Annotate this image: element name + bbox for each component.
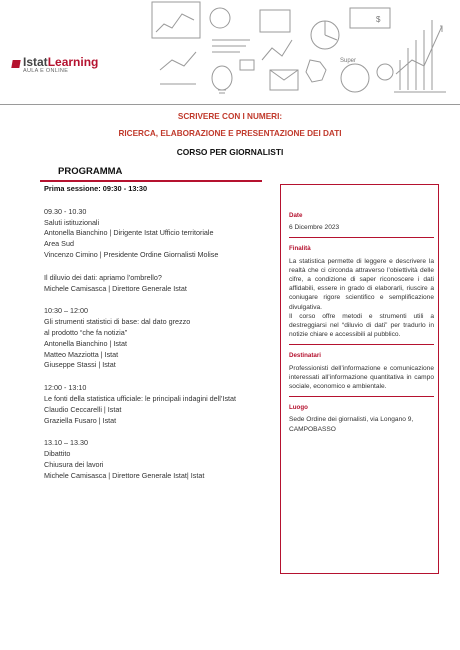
section-divider bbox=[289, 344, 434, 345]
logo-part-learning: Learning bbox=[47, 55, 99, 69]
date-label: Date bbox=[289, 212, 303, 219]
header-art-symbol: $ bbox=[376, 15, 381, 24]
agenda-topic: Il diluvio dei dati: apriamo l’ombrello? bbox=[44, 272, 162, 282]
agenda-topic-cont: al prodotto “che fa notizia” bbox=[44, 327, 128, 337]
agenda-block bbox=[44, 207, 284, 261]
agenda-topic: Gli strumenti statistici di base: dal dato grezzo bbox=[44, 317, 191, 327]
title-line-2: RICERCA, ELABORAZIONE E PRESENTAZIONE DEI DATI bbox=[118, 129, 342, 138]
destinatari-label: Destinatari bbox=[289, 352, 321, 360]
title-block bbox=[0, 111, 460, 158]
finalita-text-2: Il corso offre metodi e strumenti utili a destreggiarsi nel “diluvio di dati” per tradurlo in notizie chiare e accessibili al pubblico. bbox=[289, 312, 434, 339]
logo-tagline: AULA E ONLINE bbox=[23, 68, 69, 74]
session-heading: Prima sessione: 09:30 - 13:30 bbox=[44, 184, 148, 193]
agenda-speaker: Giuseppe Stassi | Istat bbox=[44, 360, 116, 370]
info-panel-content bbox=[289, 211, 434, 434]
programma-content bbox=[44, 184, 284, 482]
logo-mark-icon bbox=[11, 60, 20, 68]
agenda-speaker: Vincenzo Cimino | Presidente Ordine Giornalisti Molise bbox=[44, 249, 219, 259]
destinatari-text: Professionisti dell’informazione e comunicazione interessati all’informazione quantitativa in campo sociale, economico e ambientale. bbox=[289, 364, 434, 391]
section-divider bbox=[289, 396, 434, 397]
agenda-speaker: Antonella Bianchino | Dirigente Istat Ufficio territoriale bbox=[44, 228, 214, 238]
section-divider bbox=[289, 237, 434, 238]
course-subtitle: CORSO PER GIORNALISTI bbox=[176, 147, 284, 157]
luogo-city: CAMPOBASSO bbox=[289, 425, 336, 433]
header-divider bbox=[0, 104, 460, 105]
logo-part-istat: Istat bbox=[23, 55, 48, 69]
agenda-time: 10:30 – 12:00 bbox=[44, 306, 88, 316]
agenda-speaker: Claudio Ceccarelli | Istat bbox=[44, 404, 122, 414]
agenda-time: 12:00 - 13:10 bbox=[44, 383, 87, 393]
agenda-time: 09.30 - 10.30 bbox=[44, 206, 87, 216]
istat-learning-logo[interactable] bbox=[12, 55, 98, 74]
agenda-speaker: Graziella Fusaro | Istat bbox=[44, 415, 117, 425]
date-value: 6 Dicembre 2023 bbox=[289, 224, 340, 232]
title-line-1: SCRIVERE CON I NUMERI: bbox=[177, 112, 283, 121]
finalita-text: La statistica permette di leggere e descrivere la realtà che ci circonda attraverso l’obiettività delle cifre, a condizione di saper riconoscere i dati affidabili, essere in grado di elaborarli, riuscire a coniugare rigore scientifico e semplificazione divulgativa. bbox=[289, 257, 434, 311]
header-art-word: Super bbox=[340, 58, 357, 64]
agenda-block bbox=[44, 438, 284, 481]
programma-heading-block bbox=[40, 165, 262, 182]
luogo-text: Sede Ordine dei giornalisti, via Longano 9, bbox=[289, 416, 414, 424]
info-panel bbox=[280, 184, 439, 574]
agenda-speaker-cont: Area Sud bbox=[44, 239, 74, 249]
agenda-speaker: Antonella Bianchino | Istat bbox=[44, 338, 127, 348]
agenda-block bbox=[44, 306, 284, 371]
programma-underline bbox=[40, 180, 262, 182]
agenda-topic: Dibattito bbox=[44, 449, 71, 459]
luogo-label: Luogo bbox=[289, 404, 308, 412]
agenda-topic: Saluti istituzionali bbox=[44, 217, 100, 227]
agenda-block bbox=[44, 383, 284, 426]
agenda-speaker: Matteo Mazziotta | Istat bbox=[44, 349, 119, 359]
agenda-speaker: Michele Camisasca | Direttore Generale Istat| Istat bbox=[44, 470, 205, 480]
header-sketch-illustration bbox=[150, 0, 450, 105]
agenda-block bbox=[44, 273, 284, 295]
agenda-topic: Le fonti della statistica ufficiale: le principali indagini dell’Istat bbox=[44, 393, 237, 403]
finalita-label: Finalità bbox=[289, 245, 311, 253]
agenda-topic: Chiusura dei lavori bbox=[44, 459, 104, 469]
programma-heading: PROGRAMMA bbox=[58, 166, 123, 177]
agenda-time: 13.10 – 13.30 bbox=[44, 438, 88, 448]
agenda-speaker: Michele Camisasca | Direttore Generale Istat bbox=[44, 283, 187, 293]
